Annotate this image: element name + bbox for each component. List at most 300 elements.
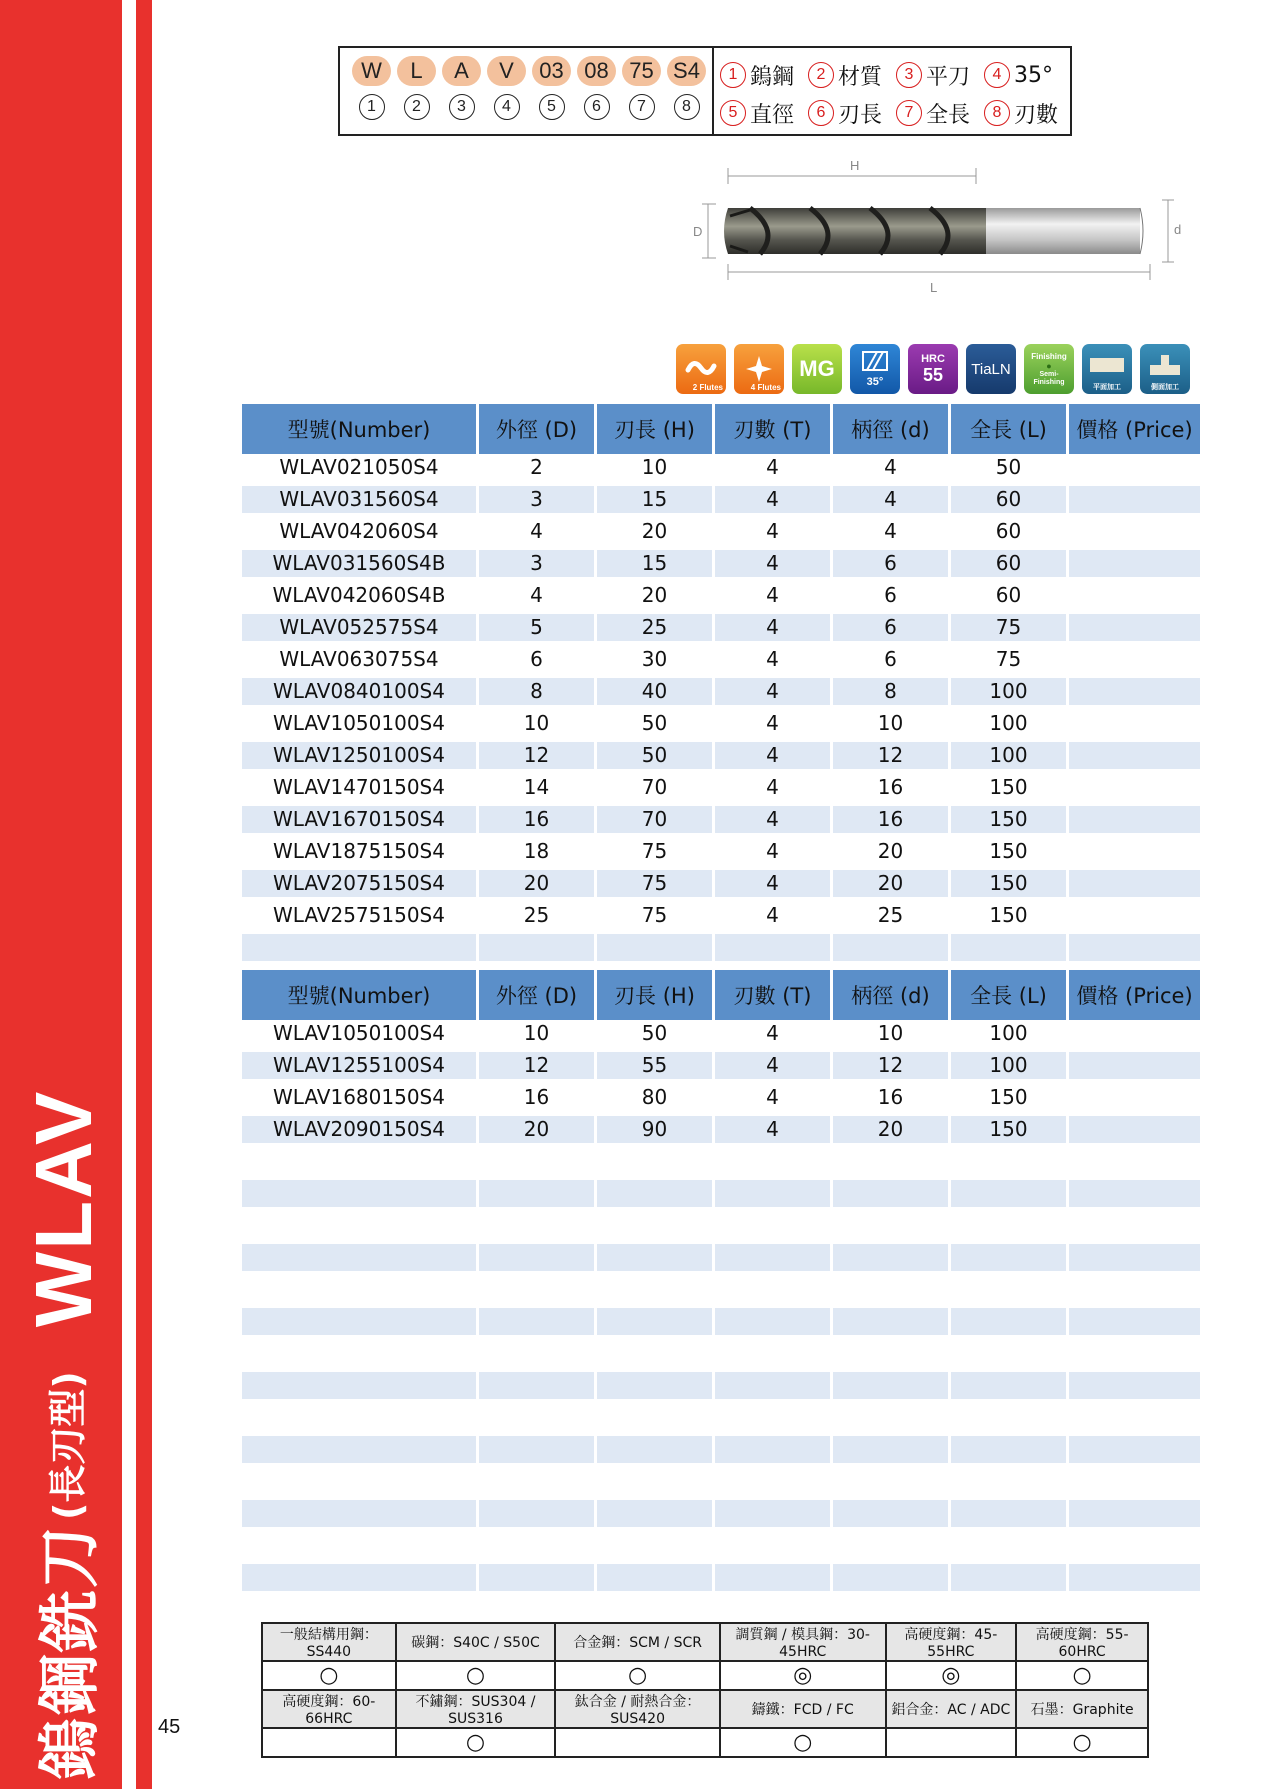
table-cell	[1069, 1020, 1200, 1047]
meaning-number: 6	[808, 100, 834, 126]
code-legend-codes	[340, 48, 714, 134]
code-pill: S4	[667, 56, 706, 86]
end-mill-drawing	[690, 158, 1210, 298]
table-cell: 2	[479, 454, 597, 481]
meaning-row	[720, 56, 1072, 94]
table-cell: 12	[479, 1052, 597, 1079]
plane-machining-icon: 平面加工	[1082, 344, 1132, 394]
code-pill: 75	[622, 56, 661, 86]
table-cell	[479, 1148, 597, 1175]
table-cell: WLAV021050S4	[242, 454, 479, 481]
table-cell	[242, 1212, 479, 1239]
table-cell	[1069, 678, 1200, 705]
column-header: 柄徑 (d)	[833, 970, 951, 1020]
table-cell	[1069, 1180, 1200, 1207]
table-cell	[951, 1372, 1069, 1399]
table-cell: 4	[479, 518, 597, 545]
table-cell	[597, 1532, 715, 1559]
table-cell	[715, 1564, 833, 1591]
meaning-item	[808, 60, 896, 91]
meaning-item	[720, 60, 808, 91]
table-cell	[715, 1180, 833, 1207]
table-cell: 4	[833, 454, 951, 481]
table-cell: 20	[597, 518, 715, 545]
code-pill-row	[352, 56, 706, 86]
table-cell	[1069, 454, 1200, 481]
table-cell	[597, 1500, 715, 1527]
table-cell	[1069, 1052, 1200, 1079]
helix-35-icon: 35°	[850, 344, 900, 394]
product-table-2	[242, 970, 1200, 1591]
table-cell	[833, 1180, 951, 1207]
column-header: 刃數 (T)	[715, 970, 833, 1020]
table-cell: 25	[479, 902, 597, 929]
code-pill: V	[487, 56, 526, 86]
table-cell	[951, 1180, 1069, 1207]
table-cell: 12	[833, 1052, 951, 1079]
suitability-mark: ◎	[720, 1661, 886, 1690]
label-d-small: d	[1174, 222, 1182, 237]
table-cell	[1069, 614, 1200, 641]
table-cell	[597, 1340, 715, 1367]
circled-number: 8	[674, 94, 700, 120]
table-cell: 4	[715, 454, 833, 481]
table-cell: WLAV1255100S4	[242, 1052, 479, 1079]
table-cell	[479, 1468, 597, 1495]
table-cell	[242, 1308, 479, 1335]
suitability-mark: ◎	[886, 1661, 1017, 1690]
table-cell: 16	[833, 774, 951, 801]
table-cell: 4	[715, 870, 833, 897]
table-row	[242, 1468, 1200, 1495]
table-cell: 60	[951, 550, 1069, 577]
feature-icons	[676, 344, 1190, 394]
table-row	[242, 1372, 1200, 1399]
table-row	[242, 1212, 1200, 1239]
table-cell: WLAV042060S4B	[242, 582, 479, 609]
table-cell: 12	[479, 742, 597, 769]
table-cell	[715, 1436, 833, 1463]
table-cell	[597, 1372, 715, 1399]
table-cell: WLAV2090150S4	[242, 1116, 479, 1143]
table-cell: 75	[597, 870, 715, 897]
material-label: 合金鋼：SCM / SCR	[555, 1623, 720, 1661]
table-cell	[242, 1372, 479, 1399]
material-mark-row	[262, 1661, 1148, 1690]
meaning-item	[896, 60, 984, 91]
table-cell: 12	[833, 742, 951, 769]
column-header: 外徑 (D)	[479, 970, 597, 1020]
vertical-title	[8, 1060, 120, 1780]
meaning-number: 8	[984, 100, 1010, 126]
material-table	[261, 1622, 1149, 1758]
code-number-cell	[532, 92, 571, 122]
meaning-text: 平刀	[926, 64, 971, 90]
table-cell: 100	[951, 742, 1069, 769]
table-row	[242, 1180, 1200, 1207]
table-row	[242, 1500, 1200, 1527]
table-cell: WLAV1470150S4	[242, 774, 479, 801]
material-label-row	[262, 1690, 1148, 1728]
table-cell: 150	[951, 870, 1069, 897]
table-row	[242, 550, 1200, 577]
code-pill: 08	[577, 56, 616, 86]
2-flutes-icon: 2 Flutes	[676, 344, 726, 394]
table-cell: 10	[833, 710, 951, 737]
table-cell: 75	[951, 646, 1069, 673]
table-cell: 6	[833, 646, 951, 673]
table-row	[242, 454, 1200, 481]
table-cell: 75	[597, 838, 715, 865]
table-cell: 16	[833, 806, 951, 833]
meaning-number: 4	[984, 62, 1010, 88]
4-flutes-icon: 4 Flutes	[734, 344, 784, 394]
circled-number: 2	[404, 94, 430, 120]
table-row	[242, 1564, 1200, 1591]
table-cell: 10	[597, 454, 715, 481]
table-cell	[479, 1564, 597, 1591]
column-header: 刃數 (T)	[715, 404, 833, 454]
table-row	[242, 614, 1200, 641]
table-cell: 8	[833, 678, 951, 705]
meaning-item	[984, 98, 1072, 129]
table-cell	[715, 1276, 833, 1303]
circled-number: 3	[449, 94, 475, 120]
table-cell	[597, 1404, 715, 1431]
column-header: 價格 (Price)	[1069, 970, 1200, 1020]
table-cell: WLAV1250100S4	[242, 742, 479, 769]
table-cell: WLAV1050100S4	[242, 710, 479, 737]
table-cell	[715, 1244, 833, 1271]
table-cell	[479, 1436, 597, 1463]
table-cell: 4	[715, 1052, 833, 1079]
table-cell	[1069, 1532, 1200, 1559]
table-cell: WLAV031560S4	[242, 486, 479, 513]
table-cell: 5	[479, 614, 597, 641]
table-cell: 70	[597, 806, 715, 833]
table-cell: 4	[715, 678, 833, 705]
table-cell: 20	[479, 870, 597, 897]
suitability-mark: ○	[262, 1661, 396, 1690]
table-row	[242, 870, 1200, 897]
table-cell	[1069, 1212, 1200, 1239]
column-header: 外徑 (D)	[479, 404, 597, 454]
table-cell: 75	[597, 902, 715, 929]
table-cell: WLAV063075S4	[242, 646, 479, 673]
code-legend	[338, 46, 1072, 136]
table-row	[242, 806, 1200, 833]
table-cell: 4	[715, 1020, 833, 1047]
material-label: 鈦合金 / 耐熱合金：SUS420	[555, 1690, 720, 1728]
table-cell: 16	[833, 1084, 951, 1111]
meaning-row	[720, 94, 1072, 132]
circled-number: 7	[629, 94, 655, 120]
table-cell: 20	[479, 1116, 597, 1143]
material-label: 鋁合金：AC / ADC	[886, 1690, 1017, 1728]
table-cell: 20	[833, 1116, 951, 1143]
table-cell	[597, 1212, 715, 1239]
table-row	[242, 774, 1200, 801]
table-cell: 60	[951, 486, 1069, 513]
suitability-mark	[886, 1728, 1017, 1757]
table-cell	[242, 1340, 479, 1367]
table-cell: 150	[951, 1084, 1069, 1111]
page-number: 45	[158, 1716, 181, 1738]
material-label: 高硬度鋼：45-55HRC	[886, 1623, 1017, 1661]
table-cell	[833, 1532, 951, 1559]
table-cell	[951, 1148, 1069, 1175]
hrc-55-icon: HRC 55	[908, 344, 958, 394]
table-cell: 3	[479, 550, 597, 577]
table-cell	[479, 934, 597, 961]
material-label: 高硬度鋼：60-66HRC	[262, 1690, 396, 1728]
table-cell: 100	[951, 1020, 1069, 1047]
table-cell	[1069, 1276, 1200, 1303]
table-cell	[479, 1212, 597, 1239]
code-number-row	[352, 92, 706, 122]
meaning-item	[896, 98, 984, 129]
code-number-cell	[397, 92, 436, 122]
table-cell	[1069, 550, 1200, 577]
table-cell	[242, 1404, 479, 1431]
table-cell	[1069, 870, 1200, 897]
column-header: 價格 (Price)	[1069, 404, 1200, 454]
table-cell	[1069, 1116, 1200, 1143]
table-cell	[242, 1180, 479, 1207]
code-pill: A	[442, 56, 481, 86]
table-row	[242, 1276, 1200, 1303]
suitability-mark: ○	[555, 1661, 720, 1690]
meaning-text: 材質	[838, 64, 883, 90]
table-cell	[833, 1244, 951, 1271]
code-number-cell	[667, 92, 706, 122]
suitability-mark: ○	[1016, 1728, 1148, 1757]
table-cell: 16	[479, 806, 597, 833]
table-row	[242, 1532, 1200, 1559]
table-cell	[1069, 486, 1200, 513]
table-cell	[242, 1244, 479, 1271]
meaning-text: 35°	[1014, 62, 1053, 88]
table-cell: 4	[715, 838, 833, 865]
table-cell	[833, 934, 951, 961]
table-cell: 10	[479, 710, 597, 737]
label-h: H	[850, 158, 860, 173]
table-cell: WLAV2075150S4	[242, 870, 479, 897]
table-cell: WLAV1050100S4	[242, 1020, 479, 1047]
table-cell	[833, 1212, 951, 1239]
table-cell	[597, 1148, 715, 1175]
table-row	[242, 646, 1200, 673]
material-label: 高硬度鋼：55-60HRC	[1016, 1623, 1148, 1661]
table-cell: 50	[597, 710, 715, 737]
table-cell	[715, 1148, 833, 1175]
table-cell: 55	[597, 1052, 715, 1079]
table-cell: 4	[715, 742, 833, 769]
meaning-text: 鎢鋼	[750, 64, 795, 90]
table-row	[242, 486, 1200, 513]
table-header-row	[242, 404, 1200, 454]
table-cell: WLAV052575S4	[242, 614, 479, 641]
table-cell	[597, 1180, 715, 1207]
table-cell	[951, 1532, 1069, 1559]
table-row	[242, 582, 1200, 609]
table-cell	[479, 1532, 597, 1559]
table-row	[242, 518, 1200, 545]
table-row	[242, 1244, 1200, 1271]
table-cell: 150	[951, 806, 1069, 833]
table-cell: 100	[951, 710, 1069, 737]
table-cell: 4	[715, 1084, 833, 1111]
table-cell	[1069, 742, 1200, 769]
side-machining-icon: 側面加工	[1140, 344, 1190, 394]
table-cell: 4	[833, 486, 951, 513]
table-cell: 150	[951, 838, 1069, 865]
table-cell: 150	[951, 1116, 1069, 1143]
meaning-item	[808, 98, 896, 129]
sidebar-stripe	[122, 0, 136, 1789]
table-cell: 30	[597, 646, 715, 673]
table-cell: 60	[951, 518, 1069, 545]
table-cell	[479, 1500, 597, 1527]
table-cell	[951, 1500, 1069, 1527]
table-cell: 4	[715, 710, 833, 737]
table-row	[242, 1308, 1200, 1335]
table-cell	[597, 1436, 715, 1463]
meaning-item	[984, 62, 1072, 88]
table-cell: WLAV1680150S4	[242, 1084, 479, 1111]
table-cell	[242, 1436, 479, 1463]
sidebar-band-inner	[136, 0, 152, 1789]
table-cell: 20	[833, 870, 951, 897]
table-cell: 10	[833, 1020, 951, 1047]
table-cell: WLAV1670150S4	[242, 806, 479, 833]
code-pill: W	[352, 56, 391, 86]
table-cell: 150	[951, 902, 1069, 929]
table-cell	[1069, 838, 1200, 865]
table-cell: 70	[597, 774, 715, 801]
table-row	[242, 1084, 1200, 1111]
table-row	[242, 678, 1200, 705]
table-cell: 6	[833, 582, 951, 609]
table-cell	[597, 1564, 715, 1591]
table-row	[242, 1116, 1200, 1143]
suitability-mark: ○	[396, 1661, 556, 1690]
table-cell: 18	[479, 838, 597, 865]
table-cell	[1069, 774, 1200, 801]
table-cell	[833, 1372, 951, 1399]
code-number-cell	[352, 92, 391, 122]
table-cell	[951, 1564, 1069, 1591]
column-header: 型號(Number)	[242, 404, 479, 454]
table-cell: 16	[479, 1084, 597, 1111]
table-row	[242, 1052, 1200, 1079]
table-cell: WLAV0840100S4	[242, 678, 479, 705]
table-row	[242, 1020, 1200, 1047]
meaning-item	[720, 98, 808, 129]
table-cell	[833, 1308, 951, 1335]
code-number-cell	[442, 92, 481, 122]
table-cell	[715, 1468, 833, 1495]
table-cell	[951, 1404, 1069, 1431]
meaning-text: 全長	[926, 102, 971, 128]
column-header: 柄徑 (d)	[833, 404, 951, 454]
table-cell: 15	[597, 550, 715, 577]
meaning-number: 1	[720, 62, 746, 88]
meaning-number: 5	[720, 100, 746, 126]
circled-number: 1	[359, 94, 385, 120]
table-cell	[479, 1276, 597, 1303]
code-pill: 03	[532, 56, 571, 86]
table-cell	[951, 1244, 1069, 1271]
material-label-row	[262, 1623, 1148, 1661]
table-cell: 14	[479, 774, 597, 801]
code-number-cell	[622, 92, 661, 122]
column-header: 全長 (L)	[951, 970, 1069, 1020]
table-cell: 100	[951, 678, 1069, 705]
table-cell: 4	[715, 1116, 833, 1143]
table-cell: 90	[597, 1116, 715, 1143]
table-cell	[1069, 1372, 1200, 1399]
suitability-mark	[555, 1728, 720, 1757]
circled-number: 5	[539, 94, 565, 120]
material-label: 碳鋼：S40C / S50C	[396, 1623, 556, 1661]
table-cell	[1069, 710, 1200, 737]
table-cell: 15	[597, 486, 715, 513]
table-cell: 6	[833, 550, 951, 577]
table-cell	[1069, 582, 1200, 609]
table-cell	[479, 1340, 597, 1367]
table-cell: 6	[479, 646, 597, 673]
table-cell	[1069, 518, 1200, 545]
table-cell	[951, 1308, 1069, 1335]
table-cell: 4	[833, 518, 951, 545]
table-cell: 25	[597, 614, 715, 641]
table-cell	[1069, 1084, 1200, 1111]
table-cell	[833, 1340, 951, 1367]
table-cell	[597, 934, 715, 961]
meaning-text: 刃數	[1014, 102, 1059, 128]
label-l: L	[930, 280, 938, 295]
table-cell	[715, 1308, 833, 1335]
title-sub: (長刃型)	[45, 1371, 90, 1520]
mg-icon: MG	[792, 344, 842, 394]
table-cell	[1069, 1436, 1200, 1463]
table-cell	[951, 934, 1069, 961]
table-cell: 6	[833, 614, 951, 641]
table-cell: WLAV042060S4	[242, 518, 479, 545]
table-cell: 4	[715, 902, 833, 929]
meaning-text: 直徑	[750, 102, 795, 128]
label-d-big: D	[693, 224, 703, 239]
table-cell	[951, 1436, 1069, 1463]
table-cell: 8	[479, 678, 597, 705]
column-header: 刃長 (H)	[597, 970, 715, 1020]
table-cell	[597, 1308, 715, 1335]
table-cell: 75	[951, 614, 1069, 641]
table-cell	[1069, 1148, 1200, 1175]
table-cell	[1069, 1244, 1200, 1271]
table-cell: 4	[715, 774, 833, 801]
meaning-text: 刃長	[838, 102, 883, 128]
table-cell: 10	[479, 1020, 597, 1047]
table-cell	[597, 1468, 715, 1495]
table-cell: 4	[715, 518, 833, 545]
table-cell	[242, 1500, 479, 1527]
table-cell	[1069, 1308, 1200, 1335]
material-label: 一般結構用鋼：SS440	[262, 1623, 396, 1661]
table-cell: 20	[833, 838, 951, 865]
table-cell: 100	[951, 1052, 1069, 1079]
